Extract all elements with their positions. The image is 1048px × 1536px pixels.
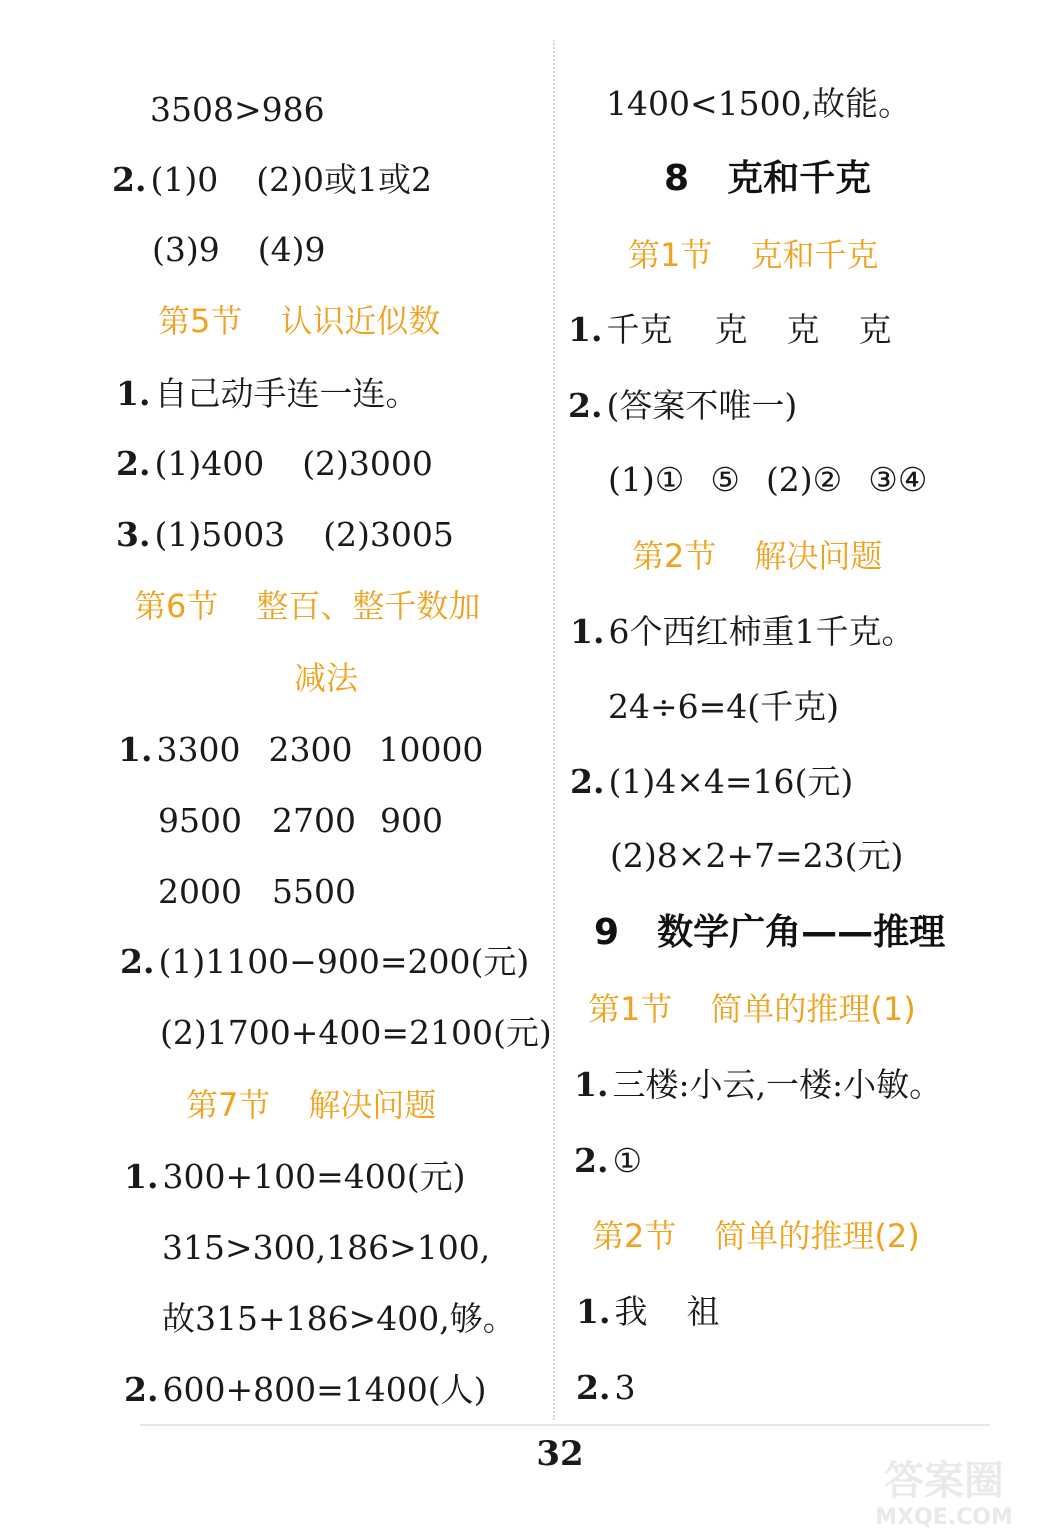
page-number: 32 [536,1434,584,1474]
answer-text: 三楼:小云,一楼:小敏。 [612,1065,943,1104]
section-heading [158,301,440,341]
answer-row [158,801,443,841]
question-1 [118,730,483,770]
section-title: 整百、整千数加 [256,587,481,625]
answer-part: (1)400 [154,444,265,483]
question-number: 2. [576,1368,611,1407]
question-number: 1. [568,310,603,349]
section-heading [592,1216,920,1256]
section-heading [588,989,916,1029]
question-number: 1. [570,612,605,651]
answer-line: 315>300,186>100, [162,1228,491,1267]
answer-word: 克 [786,310,820,349]
section-title: 解决问题 [754,537,883,575]
answer-part: (2)② [765,460,843,499]
answer-part: (1)① [608,460,685,499]
section-number: 第2节 [632,537,717,575]
answer-value: 2300 [268,730,353,769]
answer-text: 600+800=1400(人) [162,1370,487,1409]
question-2 [568,386,797,426]
answer-text: 300+100=400(元) [162,1157,466,1196]
section-number: 第7节 [186,1086,271,1124]
answer-text: (1)1100−900=200(元) [158,942,530,981]
answer-part: (1)0 [150,160,219,199]
question-2-continued [152,230,326,270]
answer-line: 24÷6=4(千克) [608,687,840,726]
section-title: 克和千克 [750,236,879,274]
answer-value: 9500 [158,801,242,840]
answer-part: (2)0或1或2 [256,160,432,199]
question-number: 1. [574,1065,609,1104]
answer-row [158,872,356,912]
question-2 [574,1141,642,1181]
question-number: 1. [124,1157,159,1196]
question-3 [116,515,454,555]
question-1 [568,310,891,350]
chapter-heading [594,911,945,955]
section-title: 解决问题 [308,1086,437,1124]
answer-row [608,460,927,500]
answer-value: 2000 [158,872,242,911]
answer-part: ③④ [868,460,928,499]
question-1 [570,612,914,652]
question-number: 2. [124,1370,159,1409]
section-heading [186,1085,436,1125]
section-title: 简单的推理(1) [710,990,916,1028]
question-number: 1. [116,374,151,413]
watermark-url: MXQE.COM [875,1505,1013,1530]
section-title: 简单的推理(2) [714,1217,920,1255]
question-1 [574,1065,942,1105]
chapter-title: 数学广角——推理 [657,912,946,953]
answer-word: 千克 [606,310,673,349]
watermark-logo [854,1450,1034,1530]
chapter-title: 克和千克 [727,158,872,199]
answer-part: (1)5003 [154,515,286,554]
question-2 [570,762,853,802]
question-2 [112,160,432,200]
answer-line: 故315+186>400,够。 [162,1299,516,1338]
answer-value: 5500 [272,872,356,911]
watermark-title: 答案圈 [884,1458,1004,1504]
chapter-heading [664,157,871,201]
section-title-continued: 减法 [294,659,359,697]
question-2 [116,444,433,484]
question-number: 2. [112,160,147,199]
section-number: 第2节 [592,1217,677,1255]
answer-word: 我 [614,1292,648,1331]
answer-word: 克 [858,310,892,349]
answer-text: 6个西红柿重1千克。 [608,612,915,651]
section-heading [628,235,878,275]
answer-word: 祖 [686,1292,720,1331]
question-number: 2. [568,386,603,425]
section-number: 第1节 [588,990,673,1028]
answer-text: ① [612,1141,643,1180]
question-number: 2. [570,762,605,801]
answer-value: 900 [380,801,443,840]
question-2 [124,1370,486,1410]
answer-text: 3 [614,1368,636,1407]
answer-value: 10000 [378,730,484,769]
answer-part: ⑤ [710,460,740,499]
section-number: 第6节 [134,587,219,625]
answer-text: (1)4×4=16(元) [608,762,854,801]
section-number: 第1节 [628,236,713,274]
answer-line: (2)8×2+7=23(元) [610,836,904,875]
question-1 [116,374,418,414]
chapter-number: 8 [664,158,690,199]
question-1 [576,1292,719,1332]
question-2 [576,1368,635,1408]
answer-line: 3508>986 [150,90,325,129]
answer-part: (3)9 [152,230,220,269]
answer-text: 自己动手连一连。 [154,374,419,413]
answer-part: (2)3005 [323,515,454,554]
answer-line: 1400<1500,故能。 [606,84,912,123]
answer-word: 克 [714,310,748,349]
question-number: 1. [576,1292,611,1331]
section-number: 第5节 [158,302,243,340]
question-number: 3. [116,515,151,554]
question-number: 2. [120,942,155,981]
footer-rule [140,1424,990,1426]
column-divider [553,40,555,1420]
section-heading [632,536,882,576]
chapter-number: 9 [594,912,620,953]
answer-part: (4)9 [257,230,326,269]
question-number: 2. [574,1141,609,1180]
question-number: 1. [118,730,153,769]
answer-value: 3300 [156,730,241,769]
section-title: 认识近似数 [280,302,441,340]
question-number: 2. [116,444,151,483]
answer-part: (2)3000 [302,444,433,483]
question-1 [124,1157,465,1197]
question-2 [120,942,529,982]
section-heading [134,586,480,626]
answer-text: (答案不唯一) [606,386,798,425]
answer-line: (2)1700+400=2100(元) [160,1013,552,1052]
answer-value: 2700 [272,801,356,840]
